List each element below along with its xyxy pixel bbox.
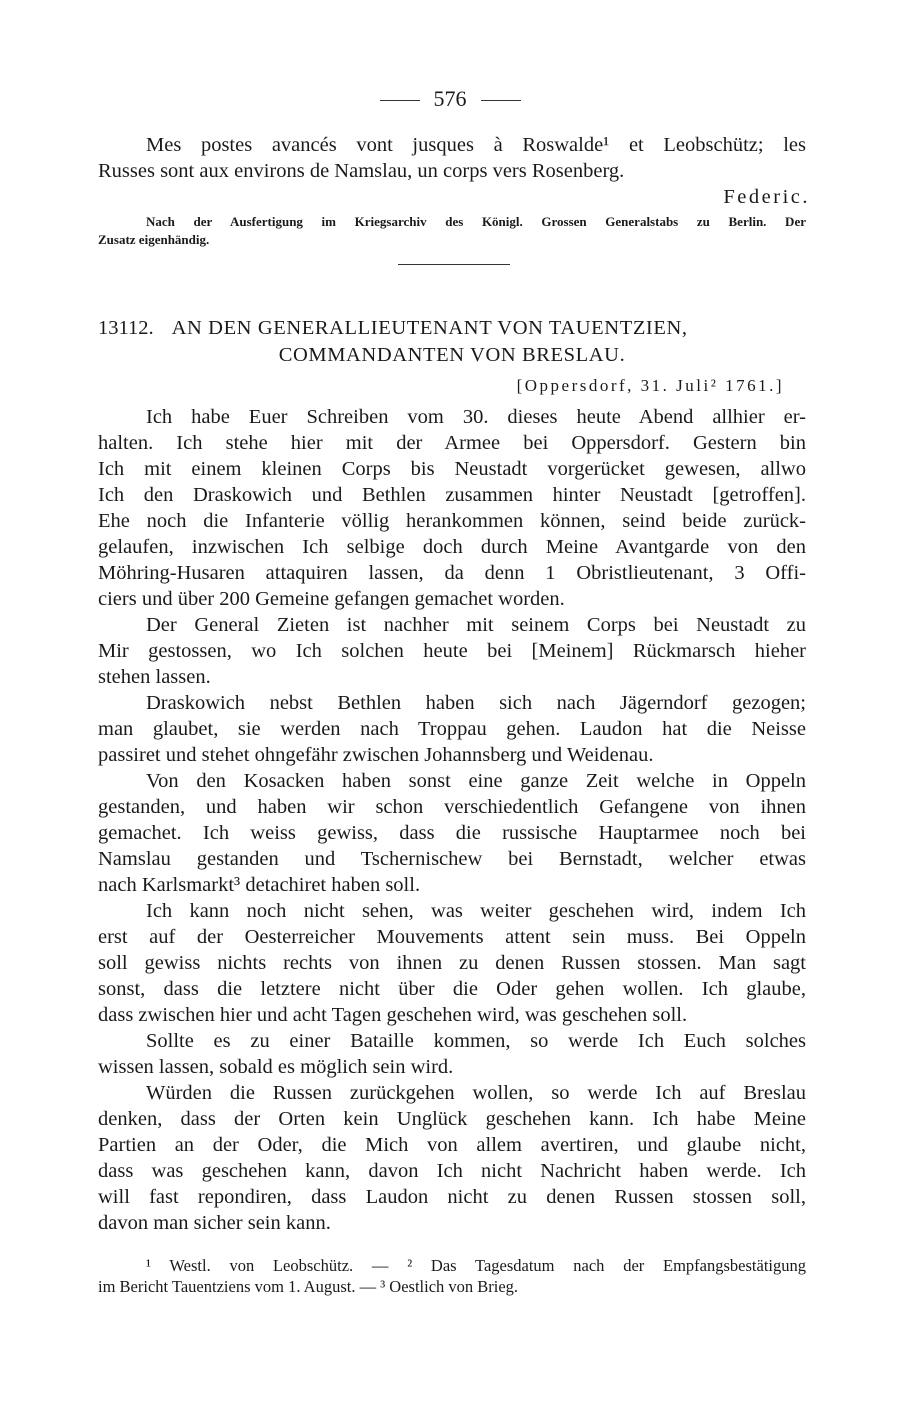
body-line: dass zwischen hier und acht Tagen geschehen wird, was geschehen soll. [98, 1004, 688, 1026]
letter-recipient-title: COMMANDANTEN VON BRESLAU. [278, 344, 626, 366]
body-line: Namslau gestanden und Tschernischew bei Bernstadt, welcher etwas [98, 848, 806, 870]
dash-right [481, 100, 521, 101]
body-line: Von den Kosacken haben sonst eine ganze Zeit welche in Oppeln [146, 770, 806, 792]
body-line: man glaubet, sie werden nach Troppau gehen. Laudon hat die Neisse [98, 718, 806, 740]
archive-note: Zusatz eigenhändig. [98, 232, 210, 247]
body-line: gestanden, und haben wir schon verschiedentlich Gefangene von ihnen [98, 796, 806, 818]
body-line: nach Karlsmarkt³ detachiret haben soll. [98, 874, 421, 896]
previous-letter-line: Russes sont aux environs de Namslau, un corps vers Rosenberg. [98, 160, 625, 182]
body-line: passiret und stehet ohngefähr zwischen Johannsberg und Weidenau. [98, 744, 654, 766]
letter-heading-line1 [98, 315, 810, 341]
footnote-line: ¹ Westl. von Leobschütz. — ² Das Tagesdatum nach der Empfangsbestätigung [146, 1256, 806, 1275]
page-header [0, 86, 900, 112]
body-line: Ich den Draskowich und Bethlen zusammen hinter Neustadt [getroffen]. [98, 484, 806, 506]
body-line: gelaufen, inzwischen Ich selbige doch durch Meine Avantgarde von den [98, 536, 806, 558]
archive-note: Nach der Ausfertigung im Kriegsarchiv des Königl. Grossen Generalstabs zu Berlin. Der [146, 214, 806, 229]
body-line: ciers und über 200 Gemeine gefangen gemachet worden. [98, 588, 565, 610]
body-line: stehen lassen. [98, 666, 211, 688]
body-line: dass was geschehen kann, davon Ich nicht Nachricht haben werde. Ich [98, 1160, 806, 1182]
body-line: Der General Zieten ist nachher mit seinem Corps bei Neustadt zu [146, 614, 806, 636]
body-line: Ich kann noch nicht sehen, was weiter geschehen wird, indem Ich [146, 900, 806, 922]
body-line: Ich habe Euer Schreiben vom 30. dieses heute Abend allhier er- [146, 406, 806, 428]
body-line: davon man sicher sein kann. [98, 1212, 331, 1234]
letter-number: 13112. [98, 317, 154, 339]
body-line: denken, dass der Orten kein Unglück geschehen kann. Ich habe Meine [98, 1108, 806, 1130]
footnote-line: im Bericht Tauentziens vom 1. August. — ³ Oestlich von Brieg. [98, 1277, 519, 1296]
body-line: Mir gestossen, wo Ich solchen heute bei [Meinem] Rückmarsch hieher [98, 640, 806, 662]
body-line: sonst, dass die letztere nicht über die Oder gehen wollen. Ich glaube, [98, 978, 806, 1000]
body-line: wissen lassen, sobald es möglich sein wird. [98, 1056, 454, 1078]
body-line: Sollte es zu einer Bataille kommen, so werde Ich Euch solches [146, 1030, 806, 1052]
dash-left [380, 100, 420, 101]
signature: Federic. [723, 186, 810, 208]
body-line: Partien an der Oder, die Mich von allem avertiren, und glaube nicht, [98, 1134, 806, 1156]
body-line: Möhring-Husaren attaquiren lassen, da denn 1 Obristlieutenant, 3 Offi- [98, 562, 806, 584]
body-line: will fast repondiren, dass Laudon nicht zu denen Russen stossen soll, [98, 1186, 806, 1208]
section-divider [398, 264, 510, 265]
page-number: 576 [433, 86, 467, 111]
body-line: Ich mit einem kleinen Corps bis Neustadt vorgerücket gewesen, allwo [98, 458, 806, 480]
body-line: gemachet. Ich weiss gewiss, dass die russische Hauptarmee noch bei [98, 822, 806, 844]
body-line: erst auf der Oesterreicher Mouvements attent sein muss. Bei Oppeln [98, 926, 806, 948]
letter-recipient: AN DEN GENERALLIEUTENANT VON TAUENTZIEN, [171, 317, 688, 339]
letter-heading-line2 [98, 342, 806, 368]
dateline: [Oppersdorf, 31. Juli² 1761.] [516, 376, 784, 395]
body-line: Draskowich nebst Bethlen haben sich nach Jägerndorf gezogen; [146, 692, 806, 714]
body-line: Würden die Russen zurückgehen wollen, so werde Ich auf Breslau [146, 1082, 806, 1104]
body-line: soll gewiss nichts rechts von ihnen zu denen Russen stossen. Man sagt [98, 952, 806, 974]
previous-letter-line: Mes postes avancés vont jusques à Roswalde¹ et Leobschütz; les [146, 134, 806, 156]
body-line: halten. Ich stehe hier mit der Armee bei Oppersdorf. Gestern bin [98, 432, 806, 454]
body-line: Ehe noch die Infanterie völlig herankommen können, seind beide zurück- [98, 510, 806, 532]
